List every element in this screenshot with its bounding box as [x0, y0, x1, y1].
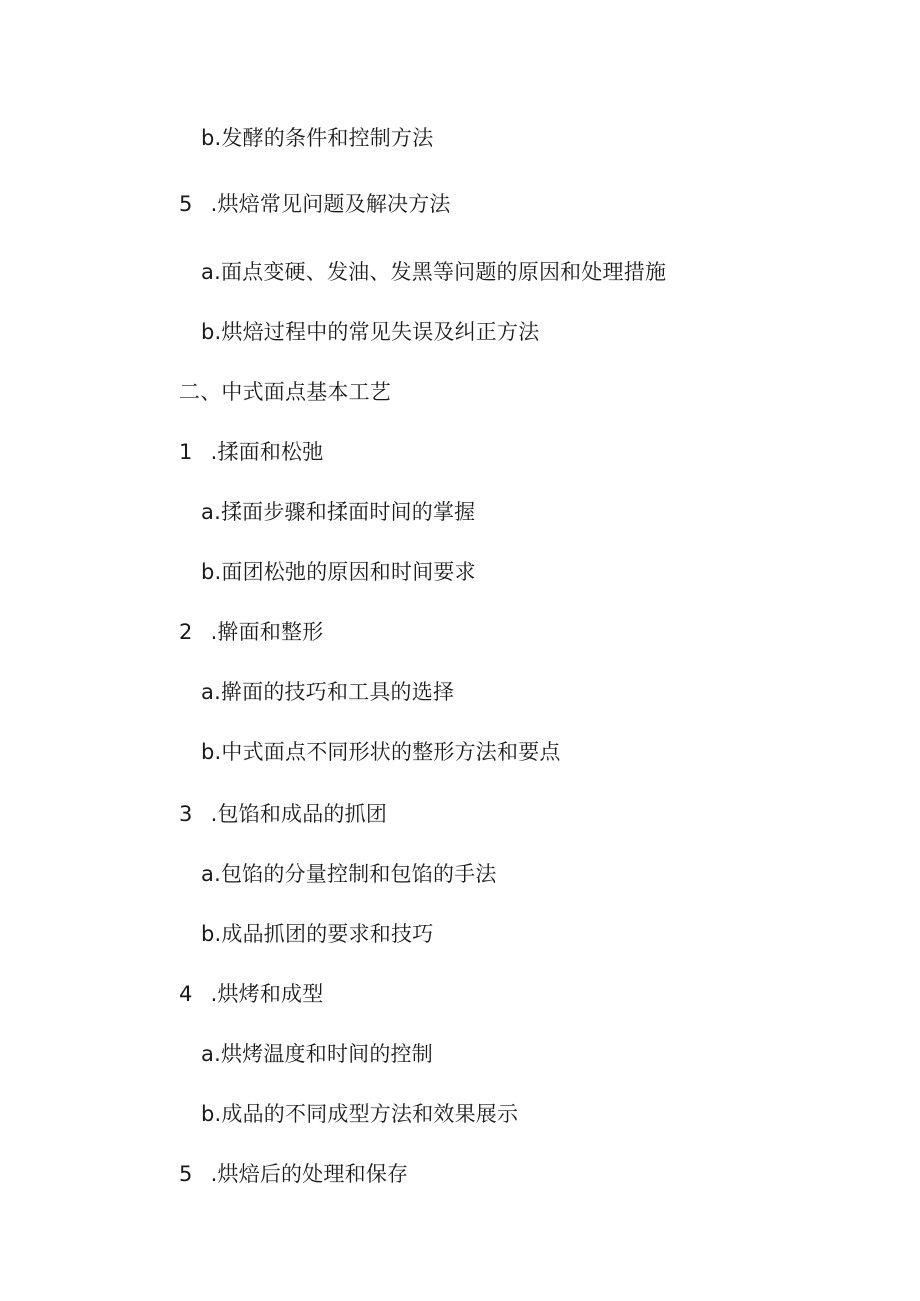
- subitem-text: b.烘焙过程中的常见失误及纠正方法: [201, 320, 540, 344]
- item-number: 1: [179, 440, 193, 464]
- subitem-text: b.面团松弛的原因和时间要求: [201, 560, 476, 584]
- outline-numbered-item: [179, 190, 451, 218]
- item-number: 5: [179, 1162, 193, 1186]
- outline-subitem: [201, 678, 454, 706]
- item-number: 3: [179, 802, 193, 826]
- section-heading: [179, 378, 391, 406]
- subitem-text: b.成品的不同成型方法和效果展示: [201, 1102, 519, 1126]
- subitem-text: b.成品抓团的要求和技巧: [201, 922, 434, 946]
- outline-subitem: [201, 498, 475, 526]
- item-number: 2: [179, 620, 193, 644]
- outline-subitem: [201, 738, 561, 766]
- outline-subitem: [201, 558, 476, 586]
- outline-subitem: [201, 1100, 518, 1128]
- item-text: .擀面和整形: [210, 620, 324, 644]
- outline-numbered-item: [179, 800, 387, 828]
- item-text: .烘烤和成型: [210, 982, 324, 1006]
- outline-subitem: [201, 1040, 433, 1068]
- outline-subitem: [201, 920, 433, 948]
- subitem-text: b.发酵的条件和控制方法: [201, 126, 434, 150]
- outline-subitem: [201, 258, 666, 286]
- item-number: 4: [179, 982, 193, 1006]
- outline-numbered-item: [179, 438, 323, 466]
- subitem-text: a.烘烤温度和时间的控制: [201, 1042, 433, 1066]
- item-number: 5: [179, 192, 193, 216]
- subitem-text: a.擀面的技巧和工具的选择: [201, 680, 455, 704]
- item-text: .烘焙常见问题及解决方法: [210, 192, 451, 216]
- outline-subitem: [201, 124, 433, 152]
- item-text: .烘焙后的处理和保存: [210, 1162, 409, 1186]
- outline-subitem: [201, 860, 497, 888]
- outline-numbered-item: [179, 618, 323, 646]
- subitem-text: a.面点变硬、发油、发黑等问题的原因和处理措施: [201, 260, 667, 284]
- outline-subitem: [201, 318, 539, 346]
- subitem-text: a.包馅的分量控制和包馅的手法: [201, 862, 497, 886]
- section-heading-text: 二、中式面点基本工艺: [179, 380, 391, 404]
- subitem-text: b.中式面点不同形状的整形方法和要点: [201, 740, 561, 764]
- item-text: .包馅和成品的抓团: [210, 802, 388, 826]
- subitem-text: a.揉面步骤和揉面时间的掌握: [201, 500, 476, 524]
- outline-numbered-item: [179, 1160, 408, 1188]
- outline-numbered-item: [179, 980, 323, 1008]
- item-text: .揉面和松弛: [210, 440, 324, 464]
